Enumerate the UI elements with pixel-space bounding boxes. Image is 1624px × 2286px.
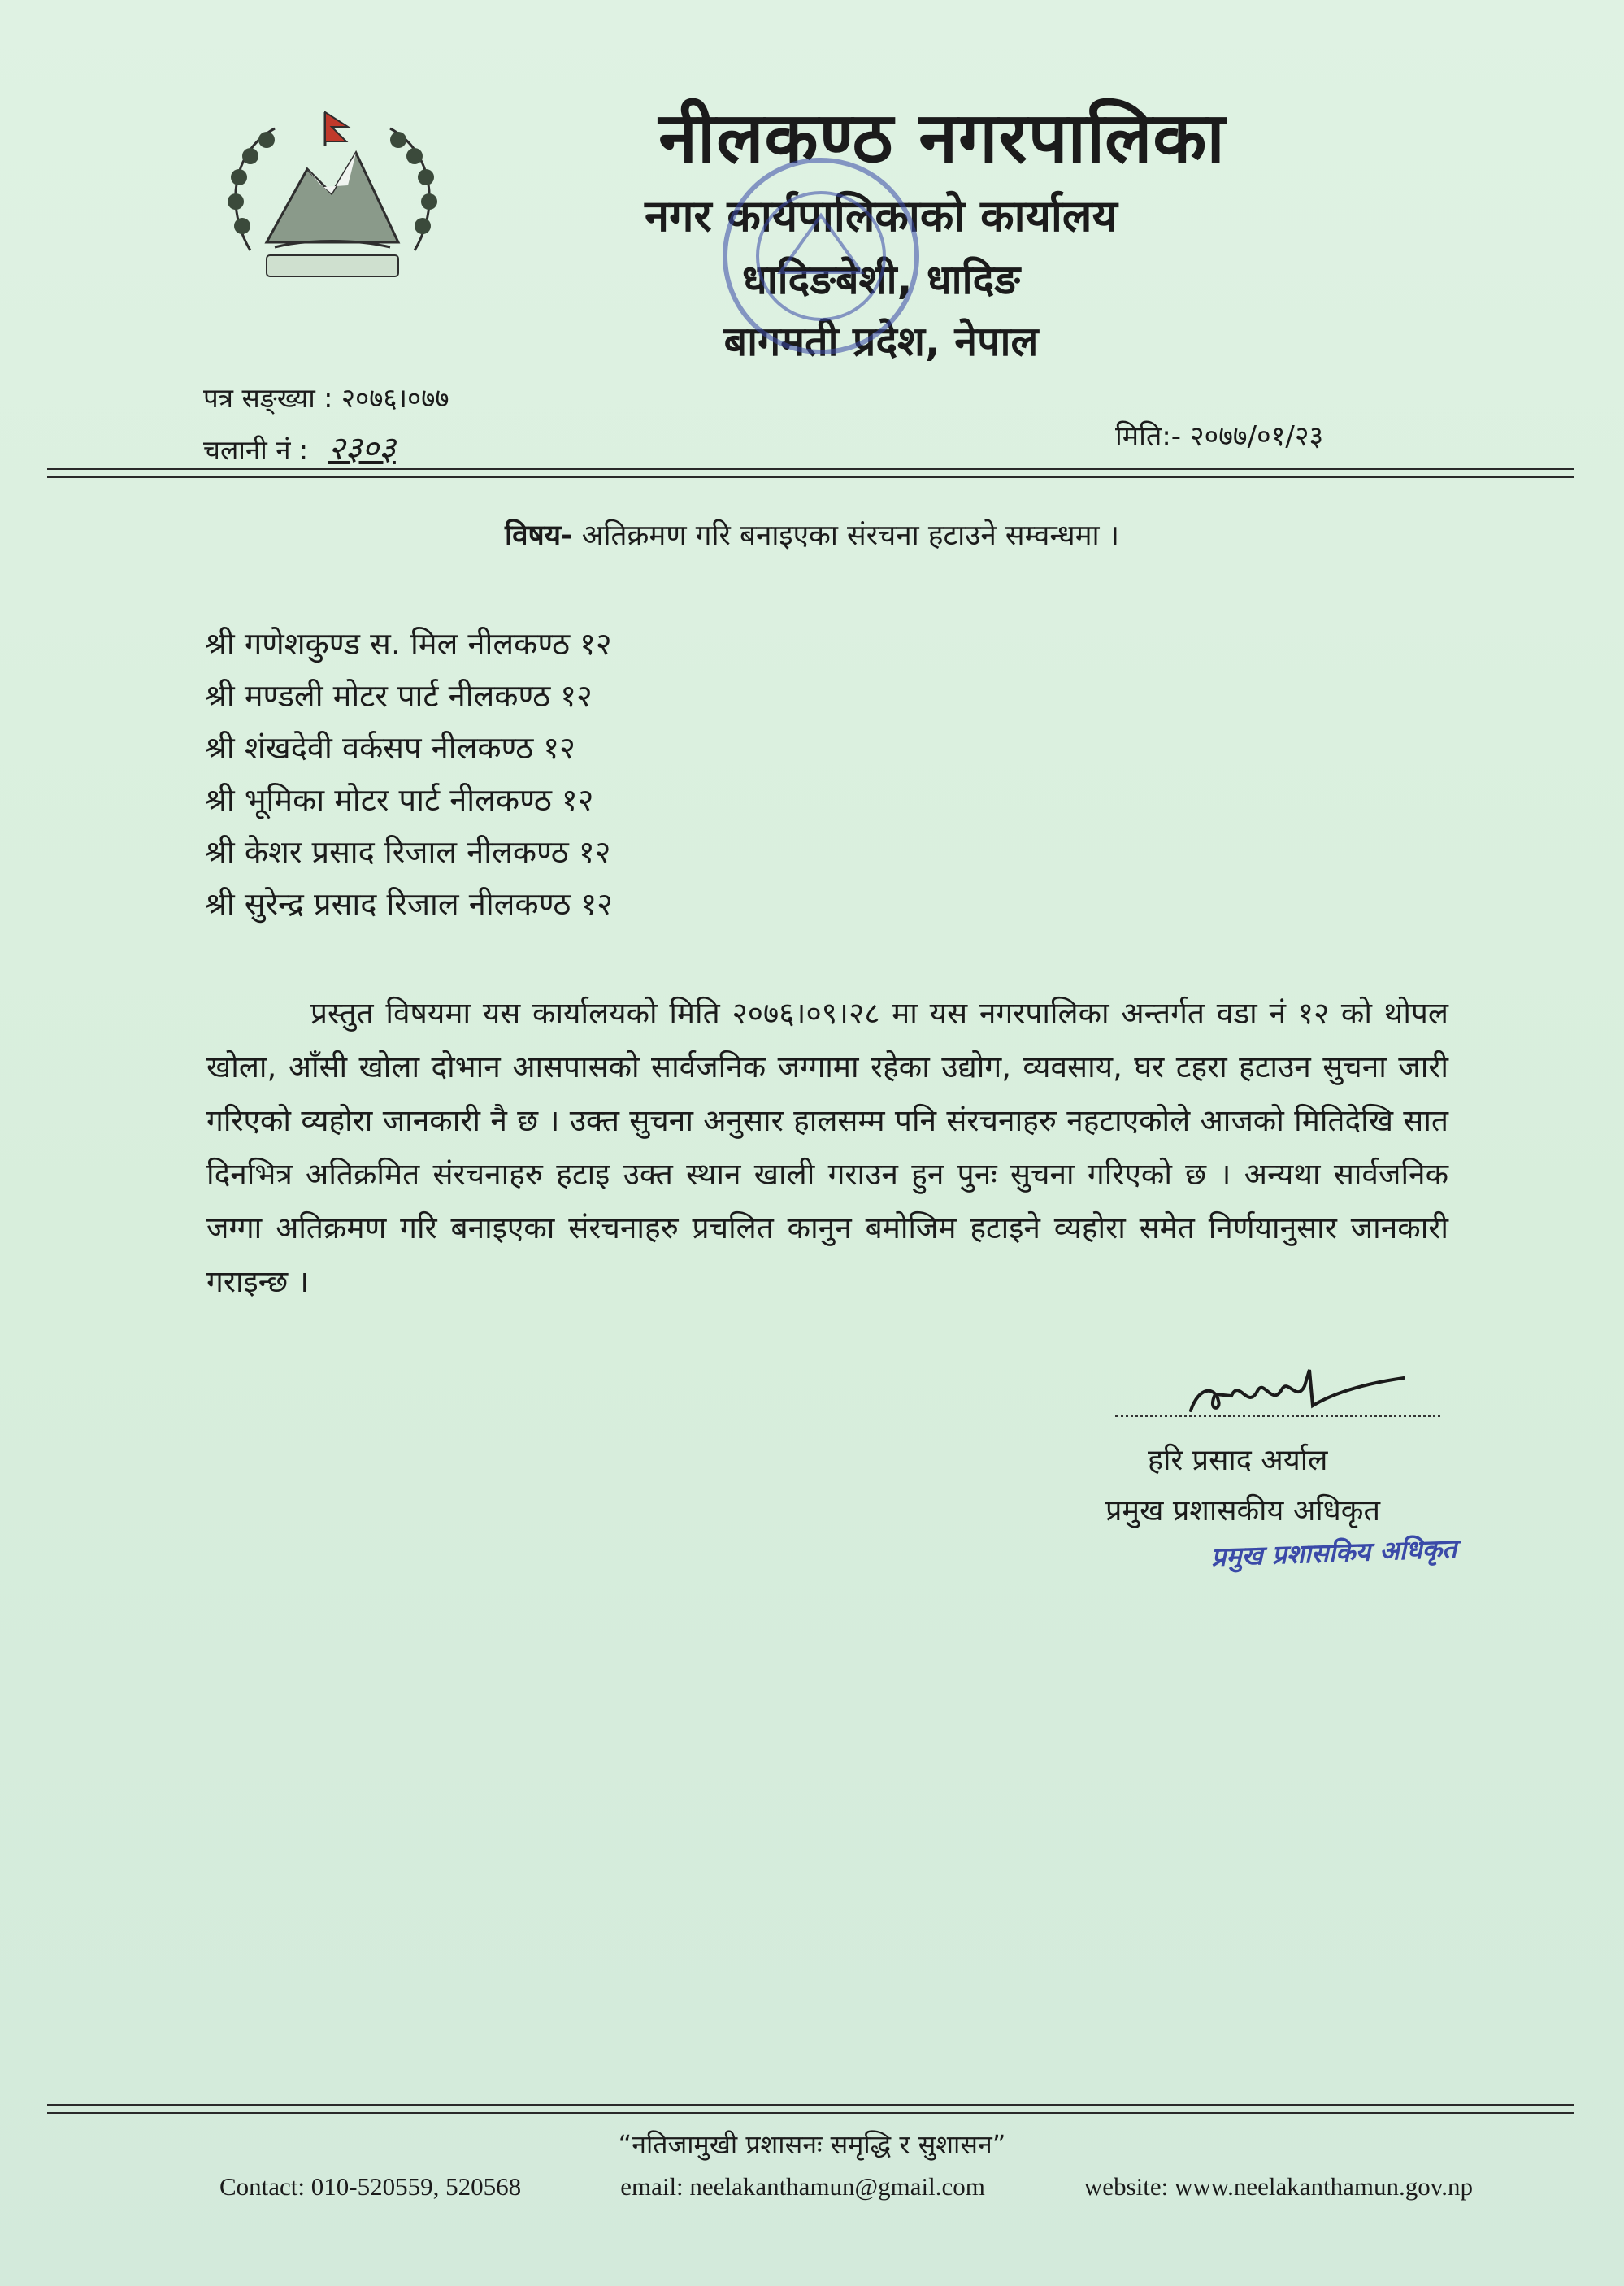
subject-text: अतिक्रमण गरि बनाइएका संरचना हटाउने सम्वन्धमा । [581, 519, 1119, 552]
recipient-item: श्री गणेशकुण्ड स. मिल नीलकण्ठ १२ [205, 626, 612, 662]
date-value: २०७७/०१/२३ [1189, 420, 1324, 453]
municipality-title: नीलकण्ठ नगरपालिका [658, 98, 1226, 179]
recipient-item: श्री मण्डली मोटर पार्ट नीलकण्ठ १२ [205, 678, 593, 714]
footer-email: email: neelakanthamun@gmail.com [620, 2172, 985, 2201]
recipient-list [205, 618, 613, 930]
letter-number-row [203, 379, 449, 415]
office-title: नगर कार्यपालिकाको कार्यालय [645, 190, 1118, 241]
footer-phone: Contact: 010-520559, 520568 [219, 2172, 522, 2201]
dispatch-number-value: २३०३ [328, 430, 396, 467]
footer-website: website: www.neelakanthamun.gov.np [1083, 2172, 1473, 2201]
letter-subject [0, 515, 1624, 554]
letter-date-row [1115, 416, 1323, 454]
recipient-item: श्री भूमिका मोटर पार्ट नीलकण्ठ १२ [205, 782, 594, 818]
office-province: बागमती प्रदेश, नेपाल [723, 318, 1039, 365]
letter-body: प्रस्तुत विषयमा यस कार्यालयको मिति २०७६।०९।२८ मा यस नगरपालिका अन्तर्गत वडा नं १२ को थोपल खोला, आँसी खोला दोभान आसपासको सार्वजनिक जग्गामा रहेका उद्योग, व्यवसाय, घर टहरा हटाउन सुचना जारी गरिएको व्यहोरा जानकारी नै छ । उक्त सुचना अनुसार हालसम्म पनि संरचनाहरु नहटाएकोले आजको मितिदेखि सात दिनभित्र अतिक्रमित संरचनाहरु हटाइ उक्त स्थान खाली गराउन हुन पुनः सुचना गरिएको छ । अन्यथा सार्वजनिक जग्गा अतिक्रमण गरि बनाइएका संरचनाहरु प्रचलित कानुन बमोजिम हटाइने व्यहोरा समेत निर्णयानुसार जानकारी गराइन्छ । [206, 996, 1448, 1299]
footer-motto: “नतिजामुखी प्रशासनः समृद्धि र सुशासन” [618, 2129, 1006, 2160]
footer-contact-row [219, 2172, 1473, 2201]
dispatch-number-row [203, 424, 396, 469]
subject-label: विषय- [505, 519, 573, 552]
header-divider [47, 476, 1574, 478]
designation-stamp: प्रमुख प्रशासकिय अधिकृत [1210, 1532, 1457, 1573]
recipient-item: श्री केशर प्रसाद रिजाल नीलकण्ठ १२ [205, 834, 611, 870]
recipient-item: श्री सुरेन्द्र प्रसाद रिजाल नीलकण्ठ १२ [205, 886, 613, 922]
header-divider [47, 468, 1574, 470]
signatory-title: प्रमुख प्रशासकीय अधिकृत [1105, 1494, 1380, 1528]
recipient-item: श्री शंखदेवी वर्कसप नीलकण्ठ १२ [205, 730, 575, 766]
office-location: धादिङबेशी, धादिङ [741, 256, 1020, 303]
date-label: मिति:- [1115, 420, 1182, 453]
footer-divider [47, 2112, 1574, 2114]
dispatch-number-label: चलानी नं : [203, 434, 309, 466]
signature-line [1115, 1415, 1440, 1417]
signatory-name: हरि प्रसाद अर्याल [1148, 1444, 1328, 1477]
office-seal-stamp-icon [715, 150, 927, 362]
letter-number-label: पत्र सङ्ख्या : [203, 382, 333, 414]
footer-divider [47, 2104, 1574, 2106]
letter-number-value: २०७६।०७७ [341, 382, 449, 414]
